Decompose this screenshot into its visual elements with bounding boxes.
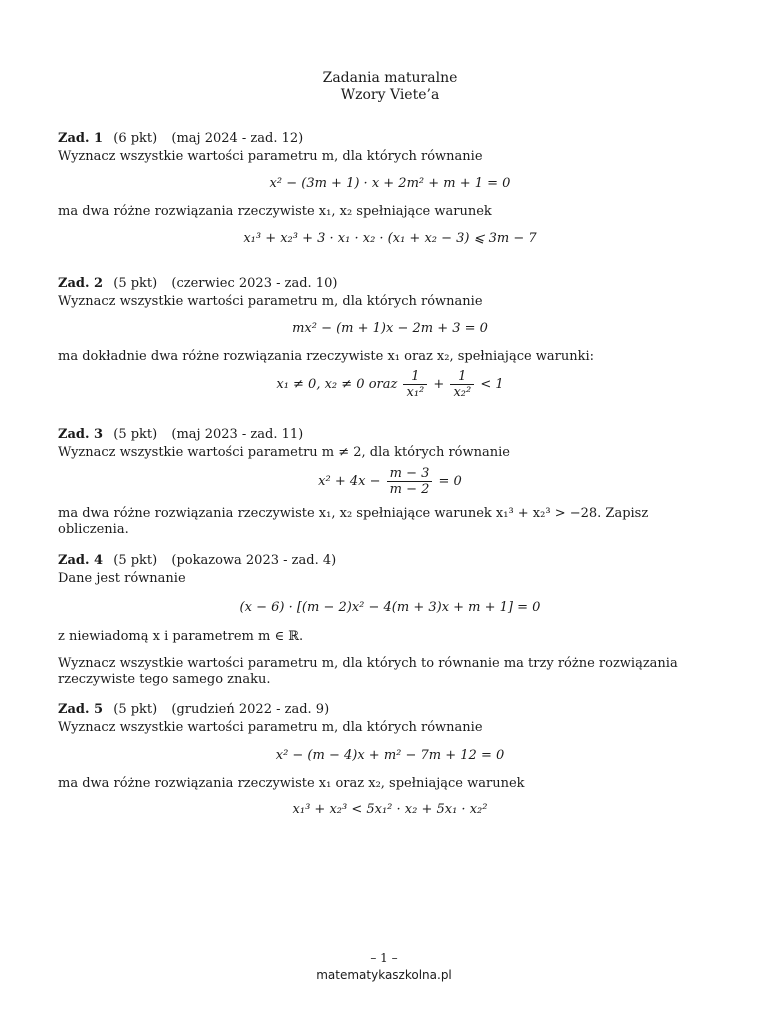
equation: (x − 6) · [(m − 2)x² − 4(m + 3)x + m + 1] = 0 (239, 600, 541, 615)
task-condition-text: ma dwa różne rozwiązania rzeczywiste x₁ oraz x₂, spełniające warunek (58, 776, 525, 791)
task-source: (maj 2023 - zad. 11) (171, 427, 304, 442)
task-question: Wyznacz wszystkie wartości parametru m, dla których to równanie ma trzy różne rozwiązania rzeczywiste tego samego znaku. (58, 656, 678, 687)
task-source: (pokazowa 2023 - zad. 4) (171, 553, 337, 568)
task-condition-text: ma dwa różne rozwiązania rzeczywiste x₁, x₂ spełniające warunek x₁³ + x₂³ > −28. Zapisz obliczenia. (58, 506, 649, 537)
equation (58, 466, 722, 497)
fraction-denominator: m − 2 (389, 482, 430, 497)
task-points: (5 pkt) (113, 427, 158, 442)
task-5 (58, 702, 722, 818)
footer-site: matematykaszkolna.pl (316, 968, 452, 982)
condition-equation (58, 369, 722, 400)
fraction-numerator: m − 3 (387, 466, 433, 482)
task-points: (6 pkt) (113, 131, 158, 146)
equation-part: = 0 (438, 474, 462, 489)
equation: x² − (m − 4)x + m² − 7m + 12 = 0 (275, 748, 505, 763)
task-condition-text: ma dokładnie dwa różne rozwiązania rzeczywiste x₁ oraz x₂, spełniające warunki: (58, 349, 595, 364)
fraction (403, 369, 427, 400)
task-points: (5 pkt) (113, 276, 158, 291)
task-header (58, 553, 722, 569)
task-condition-text: z niewiadomą x i parametrem m ∈ ℝ. (58, 629, 304, 644)
task-intro: Wyznacz wszystkie wartości parametru m ≠ 2, dla których równanie (58, 445, 510, 460)
equation-part: x² + 4x − (318, 474, 381, 489)
task-points: (5 pkt) (113, 553, 158, 568)
fraction-denominator: x₁² (406, 385, 425, 400)
task-1 (58, 131, 722, 247)
condition-part: x₁ ≠ 0, x₂ ≠ 0 oraz (276, 377, 398, 392)
task-header (58, 276, 722, 292)
task-intro: Wyznacz wszystkie wartości parametru m, dla których równanie (58, 149, 483, 164)
task-label: Zad. 5 (58, 702, 104, 717)
document-subtitle: Wzory Viete’a (340, 87, 440, 103)
task-3 (58, 427, 722, 538)
fraction-numerator: 1 (450, 369, 474, 385)
task-intro: Wyznacz wszystkie wartości parametru m, dla których równanie (58, 720, 483, 735)
task-label: Zad. 4 (58, 553, 104, 568)
page-number: – 1 – (370, 951, 398, 965)
task-2 (58, 276, 722, 400)
plus-sign: + (433, 377, 445, 392)
task-source: (czerwiec 2023 - zad. 10) (171, 276, 338, 291)
task-points: (5 pkt) (113, 702, 158, 717)
task-label: Zad. 3 (58, 427, 104, 442)
fraction (387, 466, 433, 497)
equation: mx² − (m + 1)x − 2m + 3 = 0 (292, 321, 488, 336)
fraction (450, 369, 474, 400)
fraction-denominator: x₂² (453, 385, 472, 400)
task-header (58, 131, 722, 147)
task-source: (maj 2024 - zad. 12) (171, 131, 304, 146)
task-header (58, 427, 722, 443)
condition-equation: x₁³ + x₂³ < 5x₁² · x₂ + 5x₁ · x₂² (292, 802, 488, 817)
condition-part: < 1 (480, 377, 504, 392)
equation: x² − (3m + 1) · x + 2m² + m + 1 = 0 (269, 176, 511, 191)
task-label: Zad. 1 (58, 131, 104, 146)
task-4 (58, 553, 722, 688)
task-intro: Wyznacz wszystkie wartości parametru m, dla których równanie (58, 294, 483, 309)
fraction-numerator: 1 (403, 369, 427, 385)
task-header (58, 702, 722, 718)
document-title: Zadania maturalne (322, 70, 458, 86)
document-header (58, 70, 722, 104)
condition-equation: x₁³ + x₂³ + 3 · x₁ · x₂ · (x₁ + x₂ − 3) ⩽ 3m − 7 (243, 231, 537, 246)
task-source: (grudzień 2022 - zad. 9) (171, 702, 330, 717)
task-condition-text: ma dwa różne rozwiązania rzeczywiste x₁, x₂ spełniające warunek (58, 204, 492, 219)
task-intro: Dane jest równanie (58, 571, 186, 586)
task-label: Zad. 2 (58, 276, 104, 291)
